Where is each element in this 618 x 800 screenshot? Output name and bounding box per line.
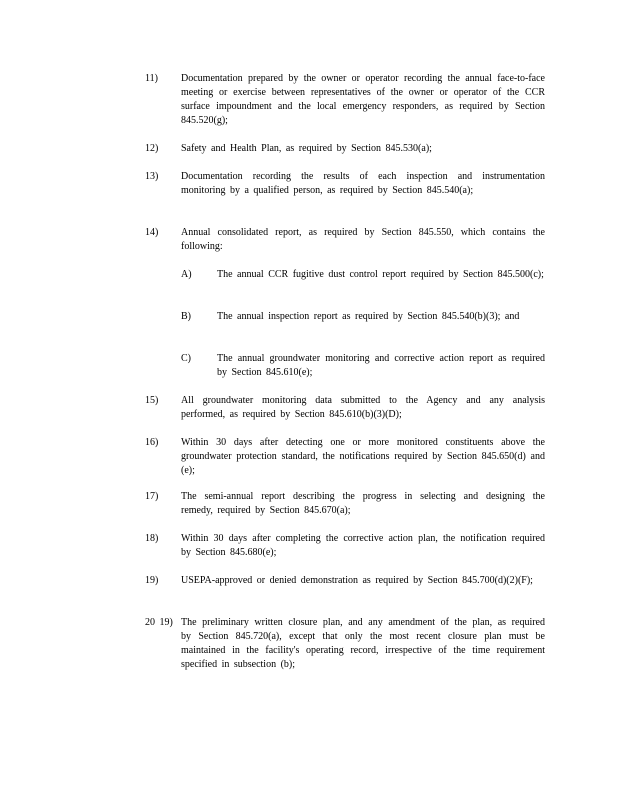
- sub-item-letter: B): [181, 311, 191, 322]
- item-text: Within 30 days after completing the corrective action plan, the notification required by Section 845.680(e);: [181, 533, 545, 558]
- item-text: Annual consolidated report, as required by Section 845.550, which contains the following:: [181, 227, 545, 252]
- item-text: The preliminary written closure plan, and any amendment of the plan, as required by Section 845.720(a), except that only the most recent closure plan must be maintained in the facility's operating record, irrespective of the time requirement specified in subsection (b);: [181, 617, 545, 670]
- sub-item-letter: A): [181, 269, 192, 280]
- item-number: 11): [145, 73, 158, 84]
- item-text: Documentation prepared by the owner or operator recording the annual face-to-face meeting or exercise between representatives of the owner or operator of the CCR surface impoundment and the local emergency responders, as required by Section 845.520(g);: [181, 73, 545, 126]
- sub-item-text: The annual groundwater monitoring and corrective action report as required by Section 845.610(e);: [217, 353, 545, 378]
- item-text: USEPA-approved or denied demonstration as required by Section 845.700(d)(2)(F);: [181, 575, 533, 586]
- item-number: 20 19): [145, 617, 173, 628]
- item-text: Safety and Health Plan, as required by Section 845.530(a);: [181, 143, 432, 154]
- sub-item-letter: C): [181, 353, 191, 364]
- item-number: 14): [145, 227, 159, 238]
- item-text: All groundwater monitoring data submitted to the Agency and any analysis performed, as required by Section 845.610(b)(3)(D);: [181, 395, 545, 420]
- item-text: Within 30 days after detecting one or more monitored constituents above the groundwater protection standard, the notifications required by Section 845.650(d) and (e);: [181, 437, 545, 476]
- item-number: 18): [145, 533, 159, 544]
- item-number: 16): [145, 437, 159, 448]
- item-number: 19): [145, 575, 159, 586]
- item-number: 12): [145, 143, 159, 154]
- item-text: Documentation recording the results of each inspection and instrumentation monitoring by a qualified person, as required by Section 845.540(a);: [181, 171, 545, 196]
- item-number: 15): [145, 395, 159, 406]
- item-number: 13): [145, 171, 159, 182]
- item-text: The semi-annual report describing the progress in selecting and designing the remedy, required by Section 845.670(a);: [181, 491, 545, 516]
- sub-item-text: The annual CCR fugitive dust control report required by Section 845.500(c);: [217, 269, 544, 280]
- item-number: 17): [145, 491, 159, 502]
- sub-item-text: The annual inspection report as required by Section 845.540(b)(3); and: [217, 311, 520, 322]
